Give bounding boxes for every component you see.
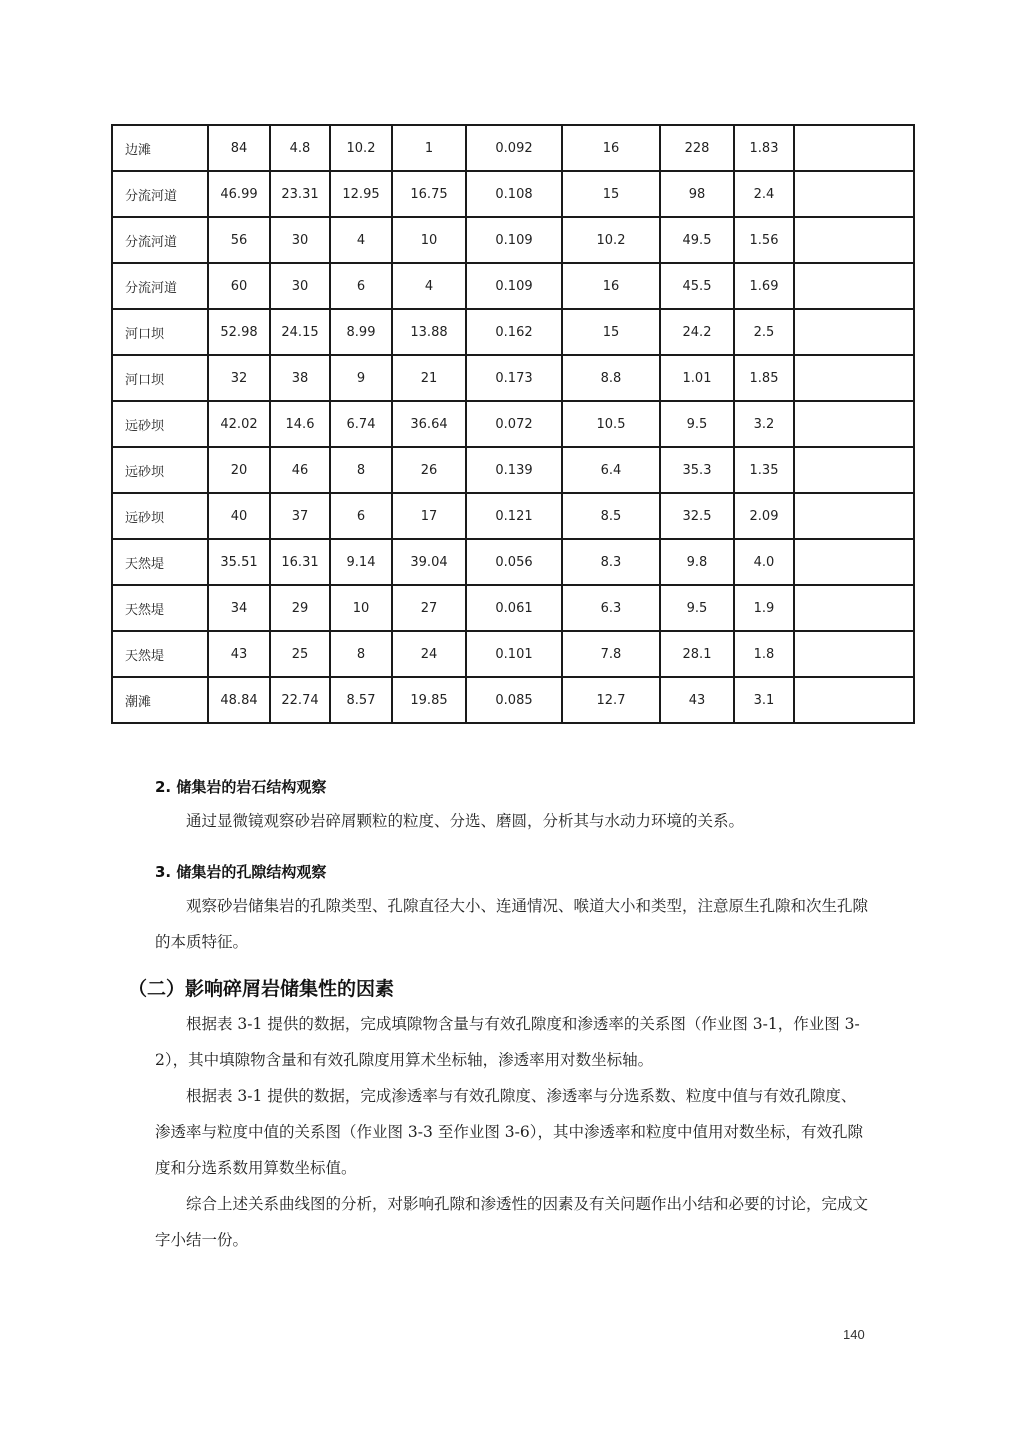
section-2-heading: 2. 储集岩的岩石结构观察 xyxy=(155,778,327,796)
table-cell xyxy=(794,309,914,355)
table-cell: 26 xyxy=(392,447,466,493)
table-cell: 河口坝 xyxy=(112,309,208,355)
table-cell: 0.121 xyxy=(466,493,562,539)
table-cell: 0.173 xyxy=(466,355,562,401)
table-cell: 35.3 xyxy=(660,447,734,493)
table-cell: 6.4 xyxy=(562,447,660,493)
table-cell: 16 xyxy=(562,125,660,171)
table-cell: 9 xyxy=(330,355,392,401)
table-cell: 6 xyxy=(330,493,392,539)
part-2-paragraph-3: 综合上述关系曲线图的分析，对影响孔隙和渗透性的因素及有关问题作出小结和必要的讨论，完成文字小结一份。 xyxy=(155,1195,869,1249)
section-3-body xyxy=(155,888,871,960)
table-cell: 河口坝 xyxy=(112,355,208,401)
table-cell: 16.31 xyxy=(270,539,330,585)
table-cell xyxy=(794,171,914,217)
table-cell: 天然堤 xyxy=(112,539,208,585)
table-cell: 15 xyxy=(562,171,660,217)
table-cell: 1.69 xyxy=(734,263,794,309)
table-cell: 60 xyxy=(208,263,270,309)
table-cell: 46 xyxy=(270,447,330,493)
table-cell: 0.056 xyxy=(466,539,562,585)
table-cell: 36.64 xyxy=(392,401,466,447)
table-cell: 12.7 xyxy=(562,677,660,723)
table-cell: 1.83 xyxy=(734,125,794,171)
table-cell: 46.99 xyxy=(208,171,270,217)
part-2-heading: （二）影响碎屑岩储集性的因素 xyxy=(128,978,395,1000)
table-cell: 13.88 xyxy=(392,309,466,355)
table-cell: 43 xyxy=(660,677,734,723)
table-cell xyxy=(794,401,914,447)
table-cell: 3.1 xyxy=(734,677,794,723)
table-cell: 0.108 xyxy=(466,171,562,217)
table-cell: 10 xyxy=(392,217,466,263)
table-row xyxy=(112,401,914,447)
table-row xyxy=(112,493,914,539)
table-cell: 35.51 xyxy=(208,539,270,585)
table-cell: 9.8 xyxy=(660,539,734,585)
table-cell: 4 xyxy=(330,217,392,263)
table-cell: 98 xyxy=(660,171,734,217)
table-row xyxy=(112,217,914,263)
table-cell: 3.2 xyxy=(734,401,794,447)
table-cell: 39.04 xyxy=(392,539,466,585)
table-cell: 0.139 xyxy=(466,447,562,493)
table-cell: 9.5 xyxy=(660,401,734,447)
table-cell: 8.57 xyxy=(330,677,392,723)
table-cell: 56 xyxy=(208,217,270,263)
table-cell: 1.35 xyxy=(734,447,794,493)
table-cell: 8 xyxy=(330,631,392,677)
table-cell: 0.092 xyxy=(466,125,562,171)
table-cell: 1.01 xyxy=(660,355,734,401)
table-cell: 2.4 xyxy=(734,171,794,217)
table-cell: 32 xyxy=(208,355,270,401)
table-cell: 14.6 xyxy=(270,401,330,447)
table-row xyxy=(112,309,914,355)
table-cell: 10.5 xyxy=(562,401,660,447)
table-cell: 4 xyxy=(392,263,466,309)
table-row xyxy=(112,171,914,217)
table-cell: 4.8 xyxy=(270,125,330,171)
table-cell: 30 xyxy=(270,217,330,263)
table-row xyxy=(112,677,914,723)
table-cell: 1.85 xyxy=(734,355,794,401)
table-cell: 16 xyxy=(562,263,660,309)
table-cell: 1 xyxy=(392,125,466,171)
table-row xyxy=(112,447,914,493)
table-cell: 29 xyxy=(270,585,330,631)
table-cell xyxy=(794,263,914,309)
table-cell: 24.15 xyxy=(270,309,330,355)
table-cell: 21 xyxy=(392,355,466,401)
table-cell: 2.5 xyxy=(734,309,794,355)
table-cell: 38 xyxy=(270,355,330,401)
table-cell: 24.2 xyxy=(660,309,734,355)
table-cell: 1.9 xyxy=(734,585,794,631)
table-cell: 10 xyxy=(330,585,392,631)
table-body xyxy=(112,125,914,723)
table-cell: 边滩 xyxy=(112,125,208,171)
table-cell: 0.061 xyxy=(466,585,562,631)
table-cell: 24 xyxy=(392,631,466,677)
table-cell: 6.74 xyxy=(330,401,392,447)
table-cell: 潮滩 xyxy=(112,677,208,723)
table-cell: 22.74 xyxy=(270,677,330,723)
table-cell xyxy=(794,493,914,539)
table-cell: 1.56 xyxy=(734,217,794,263)
table-cell: 9.5 xyxy=(660,585,734,631)
part-2-paragraph-2: 根据表 3-1 提供的数据，完成渗透率与有效孔隙度、渗透率与分选系数、粒度中值与有效孔隙度、渗透率与粒度中值的关系图（作业图 3-3 至作业图 3-6），其中渗透率和粒度中值用对数坐标，有效孔隙度和分选系数用算数坐标值。 xyxy=(155,1087,863,1177)
table-cell: 34 xyxy=(208,585,270,631)
table-cell xyxy=(794,539,914,585)
table-cell: 84 xyxy=(208,125,270,171)
table-cell: 0.109 xyxy=(466,217,562,263)
table-cell xyxy=(794,217,914,263)
reservoir-data-table xyxy=(111,124,915,724)
table-cell: 2.09 xyxy=(734,493,794,539)
table-cell: 分流河道 xyxy=(112,263,208,309)
table-cell xyxy=(794,447,914,493)
table-cell: 分流河道 xyxy=(112,171,208,217)
table-cell: 42.02 xyxy=(208,401,270,447)
table-cell: 20 xyxy=(208,447,270,493)
table-cell: 0.109 xyxy=(466,263,562,309)
table-cell: 43 xyxy=(208,631,270,677)
table-cell: 6.3 xyxy=(562,585,660,631)
section-2-body xyxy=(155,803,871,839)
table-cell: 32.5 xyxy=(660,493,734,539)
table-cell xyxy=(794,355,914,401)
table-cell: 17 xyxy=(392,493,466,539)
table-cell: 25 xyxy=(270,631,330,677)
table-row xyxy=(112,263,914,309)
table-cell: 30 xyxy=(270,263,330,309)
table-cell: 8.99 xyxy=(330,309,392,355)
table-cell: 远砂坝 xyxy=(112,493,208,539)
table-cell: 49.5 xyxy=(660,217,734,263)
table-cell: 10.2 xyxy=(562,217,660,263)
table-cell: 37 xyxy=(270,493,330,539)
table-cell: 15 xyxy=(562,309,660,355)
table-cell: 0.072 xyxy=(466,401,562,447)
table-cell: 远砂坝 xyxy=(112,447,208,493)
table-cell: 0.162 xyxy=(466,309,562,355)
table-cell: 0.101 xyxy=(466,631,562,677)
table-cell: 12.95 xyxy=(330,171,392,217)
table-cell: 天然堤 xyxy=(112,631,208,677)
table-row xyxy=(112,539,914,585)
table-cell: 8.5 xyxy=(562,493,660,539)
part-2-body xyxy=(155,1006,871,1258)
table-row xyxy=(112,631,914,677)
table-cell: 1.8 xyxy=(734,631,794,677)
part-2-paragraph-1: 根据表 3-1 提供的数据，完成填隙物含量与有效孔隙度和渗透率的关系图（作业图 3-1，作业图 3-2），其中填隙物含量和有效孔隙度用算术坐标轴，渗透率用对数坐标轴。 xyxy=(155,1015,860,1069)
table-cell: 远砂坝 xyxy=(112,401,208,447)
table-cell: 4.0 xyxy=(734,539,794,585)
table-cell: 52.98 xyxy=(208,309,270,355)
table-cell: 40 xyxy=(208,493,270,539)
table-cell xyxy=(794,585,914,631)
table-cell: 8 xyxy=(330,447,392,493)
table-cell: 27 xyxy=(392,585,466,631)
section-3-heading: 3. 储集岩的孔隙结构观察 xyxy=(155,863,327,881)
table-cell: 0.085 xyxy=(466,677,562,723)
table-cell: 天然堤 xyxy=(112,585,208,631)
table-row xyxy=(112,585,914,631)
table-cell: 28.1 xyxy=(660,631,734,677)
table-cell: 228 xyxy=(660,125,734,171)
table-cell xyxy=(794,125,914,171)
table-cell: 9.14 xyxy=(330,539,392,585)
section-3-paragraph: 观察砂岩储集岩的孔隙类型、孔隙直径大小、连通情况、喉道大小和类型，注意原生孔隙和次生孔隙的本质特征。 xyxy=(155,897,869,951)
table-cell: 分流河道 xyxy=(112,217,208,263)
table-row xyxy=(112,355,914,401)
table-cell: 48.84 xyxy=(208,677,270,723)
table-cell: 10.2 xyxy=(330,125,392,171)
table-cell: 45.5 xyxy=(660,263,734,309)
page-number: 140 xyxy=(843,1327,865,1342)
section-2-paragraph: 通过显微镜观察砂岩碎屑颗粒的粒度、分选、磨圆，分析其与水动力环境的关系。 xyxy=(186,812,745,830)
table-cell: 8.3 xyxy=(562,539,660,585)
table-cell: 23.31 xyxy=(270,171,330,217)
table-cell: 6 xyxy=(330,263,392,309)
table-cell: 8.8 xyxy=(562,355,660,401)
table-cell: 7.8 xyxy=(562,631,660,677)
table-cell: 16.75 xyxy=(392,171,466,217)
table-row xyxy=(112,125,914,171)
table-cell xyxy=(794,631,914,677)
table-cell xyxy=(794,677,914,723)
table-cell: 19.85 xyxy=(392,677,466,723)
